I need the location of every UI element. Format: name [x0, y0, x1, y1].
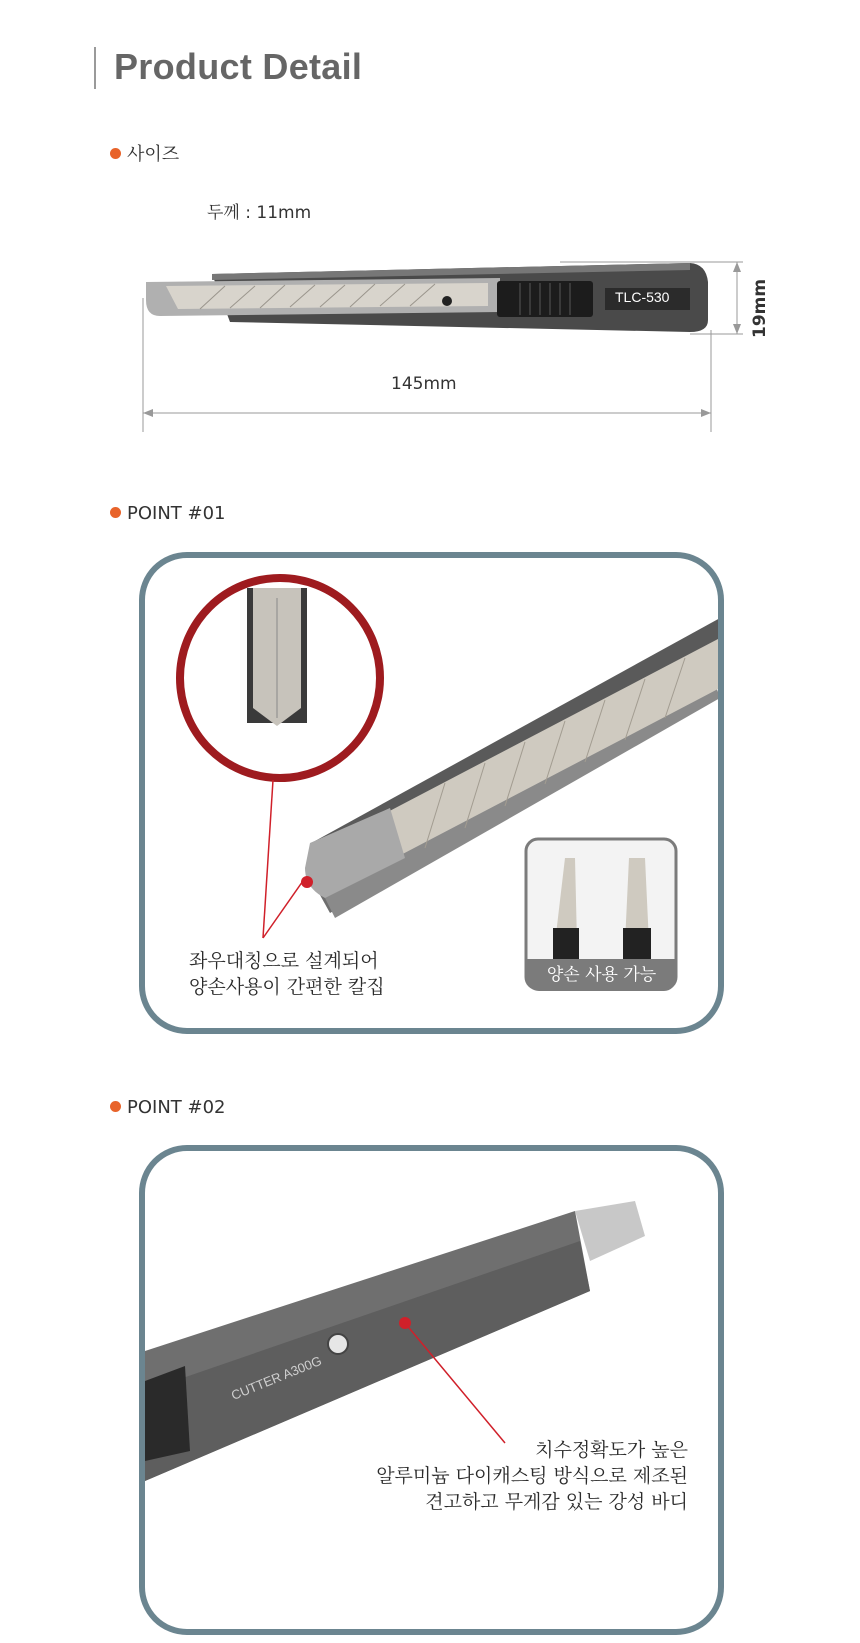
cutter-slider	[497, 281, 593, 317]
cutter-blade-tip	[575, 1201, 645, 1261]
page-title: Product Detail	[114, 46, 363, 87]
section-heading-point1	[110, 503, 226, 524]
caption-line: 양손사용이 간편한 칼집	[189, 976, 385, 998]
caption-line: 알루미늄 다이캐스팅 방식으로 제조된	[376, 1465, 688, 1487]
thickness-label: 두께 : 11mm	[207, 203, 312, 223]
caption-line: 좌우대칭으로 설계되어	[189, 950, 379, 972]
two-hand-badge: 양손 사용 가능	[527, 959, 676, 991]
point2-image-frame	[139, 1145, 724, 1635]
bullet-dot	[110, 1101, 121, 1112]
pointer-line	[263, 878, 305, 938]
arrow-up-icon	[733, 262, 741, 272]
marker-dot	[301, 876, 313, 888]
arrow-right-icon	[701, 409, 711, 417]
engraving-text: CUTTER A300G	[229, 1353, 324, 1403]
point2-caption	[376, 1437, 688, 1515]
arrow-left-icon	[143, 409, 153, 417]
caption-line: 견고하고 무게감 있는 강성 바디	[425, 1491, 688, 1513]
section-heading-point2	[110, 1097, 226, 1118]
cutter-rivet	[442, 296, 452, 306]
arrow-down-icon	[733, 324, 741, 334]
section-label: POINT #01	[127, 503, 226, 524]
point1-image-frame	[139, 552, 724, 1034]
length-label: 145mm	[391, 374, 457, 394]
cutter-rivet	[328, 1334, 348, 1354]
point1-caption	[189, 948, 385, 1000]
cutter-blade	[380, 638, 718, 858]
bullet-dot	[110, 507, 121, 518]
marker-dot	[399, 1317, 411, 1329]
section-label: 사이즈	[127, 144, 180, 165]
model-label: TLC-530	[615, 289, 670, 305]
caption-line: 치수정확도가 높은	[535, 1439, 688, 1461]
pointer-line	[263, 780, 273, 938]
section-label: POINT #02	[127, 1097, 226, 1118]
height-label: 19mm	[750, 278, 770, 338]
